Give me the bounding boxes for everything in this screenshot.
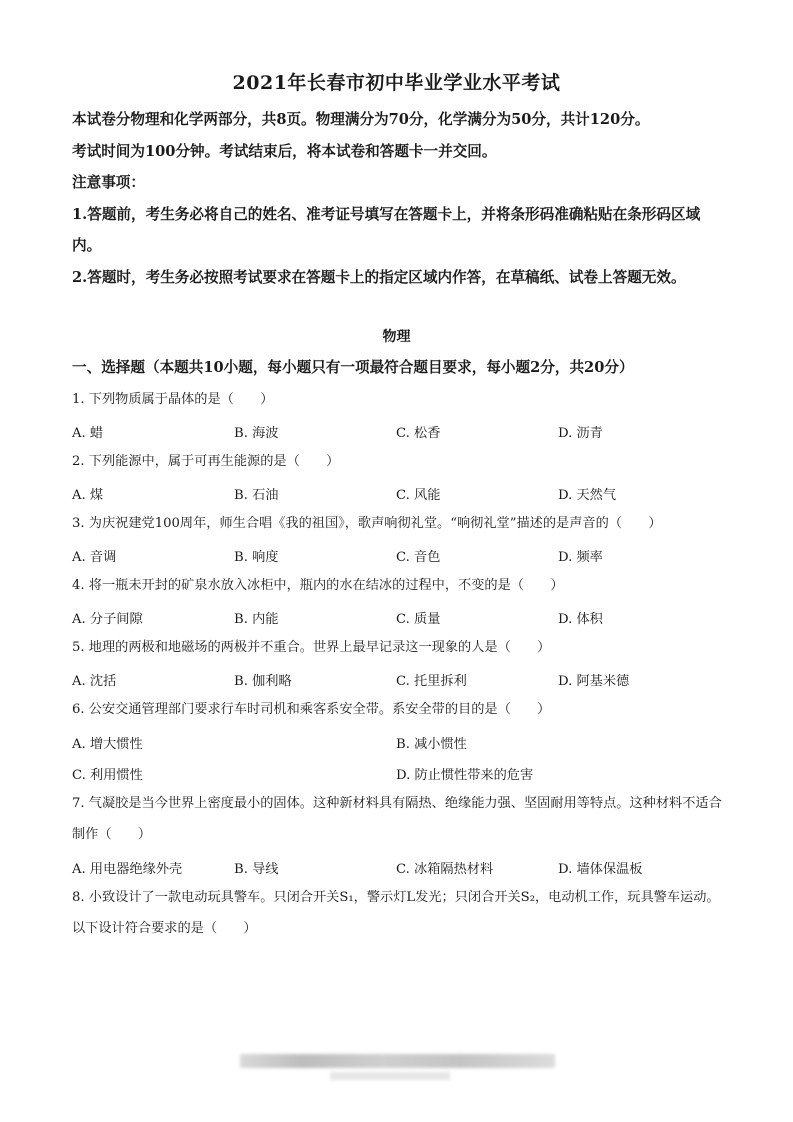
option-d: D. 天然气: [558, 488, 617, 503]
option-a: A. 分子间隙: [72, 612, 143, 627]
option-d: D. 防止惯性带来的危害: [396, 768, 534, 783]
option-c: C. 音色: [396, 550, 441, 565]
option-c: C. 风能: [396, 488, 441, 503]
blurred-footer-watermark: [330, 1072, 450, 1080]
question-stem: 6. 公安交通管理部门要求行车时司机和乘客系安全带。系安全带的目的是（ ）: [72, 702, 551, 717]
subject-heading: 物理: [382, 329, 411, 345]
question-options: [72, 670, 727, 690]
option-d: D. 体积: [558, 612, 603, 627]
option-b: B. 导线: [234, 862, 279, 877]
option-c: C. 松香: [396, 426, 441, 441]
question-options: [72, 546, 727, 566]
option-c: C. 质量: [396, 612, 441, 627]
question-options: [72, 858, 727, 878]
question-stem: 1. 下列物质属于晶体的是（ ）: [72, 392, 274, 407]
question-options: [72, 422, 727, 442]
option-a: A. 用电器绝缘外壳: [72, 862, 183, 877]
intro-line-2: 考试时间为100分钟。考试结束后，将本试卷和答题卡一并交回。: [72, 142, 497, 160]
question-stem: 2. 下列能源中，属于可再生能源的是（ ）: [72, 454, 340, 469]
option-b: B. 石油: [234, 488, 279, 503]
question-stem: 4. 将一瓶未开封的矿泉水放入冰柜中，瓶内的水在结冰的过程中，不变的是（ ）: [72, 578, 564, 593]
option-d: D. 沥青: [558, 426, 603, 441]
question-stem: 3. 为庆祝建党100周年，师生合唱《我的祖国》，歌声响彻礼堂。“响彻礼堂”描述的是声音的（ ）: [72, 516, 662, 531]
option-a: A. 增大惯性: [72, 737, 143, 752]
option-b: B. 响度: [234, 550, 279, 565]
question-stem: 5. 地理的两极和地磁场的两极并不重合。世界上最早记录这一现象的人是（ ）: [72, 640, 551, 655]
option-c: C. 利用惯性: [72, 768, 143, 783]
note-2: 2.答题时，考生务必按照考试要求在答题卡上的指定区域内作答，在草稿纸、试卷上答题无效。: [72, 268, 686, 286]
notes-heading: 注意事项：: [72, 174, 145, 191]
option-b: B. 减小惯性: [396, 737, 467, 752]
option-a: A. 音调: [72, 550, 117, 565]
question-options: [72, 733, 727, 753]
option-d: D. 墙体保温板: [558, 862, 643, 877]
option-a: A. 蜡: [72, 426, 104, 441]
option-d: D. 阿基米德: [558, 674, 630, 689]
option-a: A. 沈括: [72, 674, 117, 689]
intro-line-1: 本试卷分物理和化学两部分，共8页。物理满分为70分，化学满分为50分，共计120分。: [72, 111, 650, 128]
note-1: 1.答题前，考生务必将自己的姓名、准考证号填写在答题卡上，并将条形码准确粘贴在条形码区域内。: [72, 205, 701, 254]
exam-title: 2021年长春市初中毕业学业水平考试: [232, 72, 561, 94]
blurred-footer-watermark: [240, 1054, 555, 1068]
exam-intro: [72, 104, 724, 293]
option-b: B. 海波: [234, 426, 279, 441]
question-options: [72, 484, 727, 504]
section-heading: 一、选择题（本题共10小题，每小题只有一项最符合题目要求，每小题2分，共20分）: [72, 359, 634, 376]
option-b: B. 内能: [234, 612, 279, 627]
option-c: C. 冰箱隔热材料: [396, 862, 494, 877]
option-a: A. 煤: [72, 488, 104, 503]
question-options: [72, 764, 727, 784]
question-options: [72, 608, 727, 628]
question-stem: 7. 气凝胶是当今世界上密度最小的固体。这种新材料具有隔热、绝缘能力强、坚固耐用等特点。这种材料不适合制作（ ）: [72, 796, 722, 842]
question-stem: 8. 小致设计了一款电动玩具警车。只闭合开关S₁，警示灯L发光；只闭合开关S₂，电动机工作，玩具警车运动。以下设计符合要求的是（ ）: [72, 890, 720, 936]
option-c: C. 托里拆利: [396, 674, 467, 689]
option-d: D. 频率: [558, 550, 603, 565]
option-b: B. 伽利略: [234, 674, 292, 689]
